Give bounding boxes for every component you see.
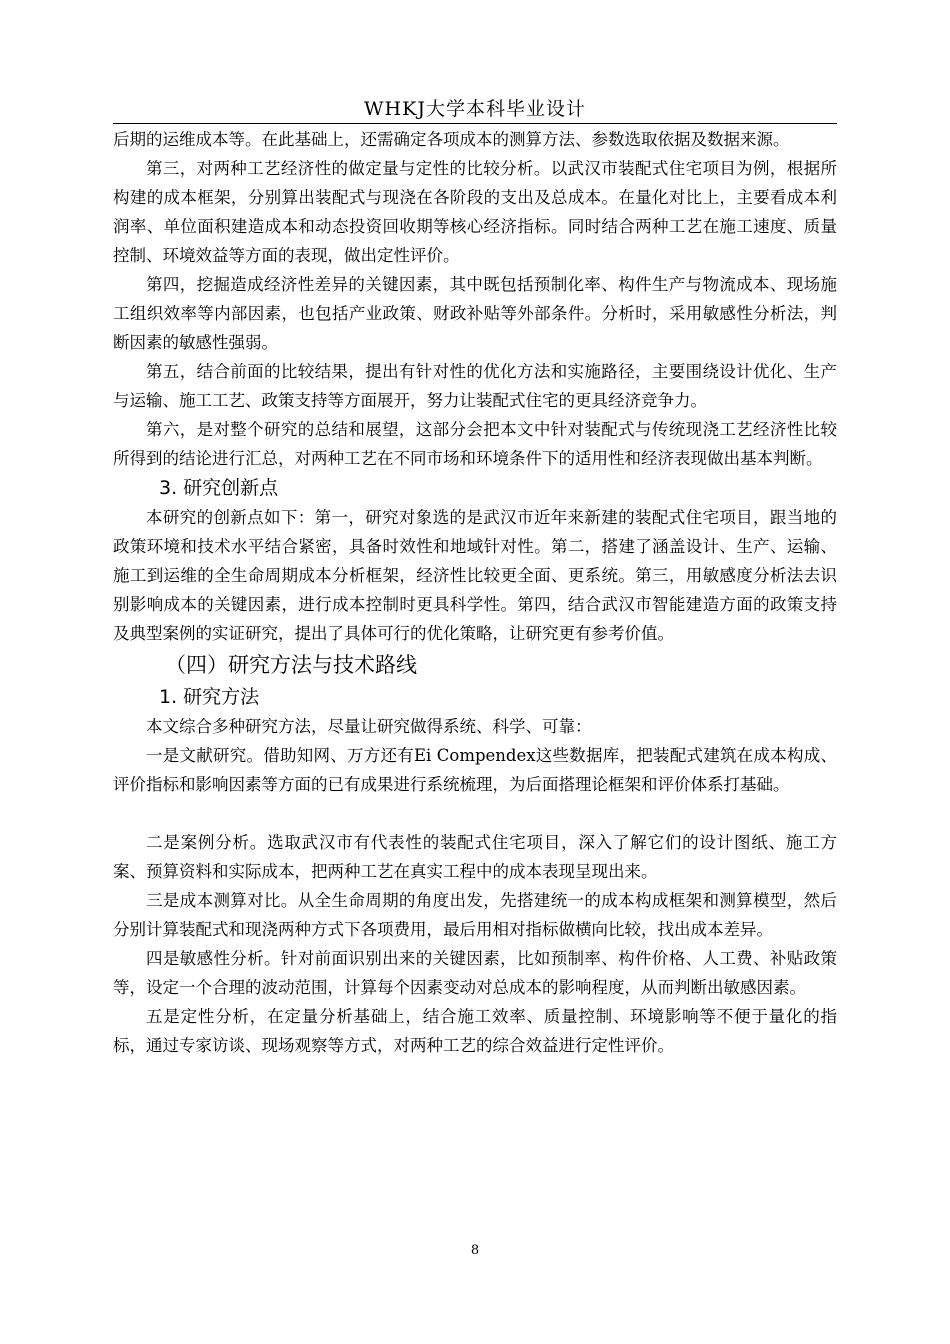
heading-methods-route: （四）研究方法与技术路线	[165, 653, 417, 677]
heading-innovation: 3. 研究创新点	[159, 477, 279, 499]
paragraph-innovation: 本研究的创新点如下：第一，研究对象选的是武汉市近年来新建的装配式住宅项目，跟当地的政策环境和技术水平结合紧密，具备时效性和地域针对性。第二，搭建了涵盖设计、生产、运输、施工到运维的全生命周期成本分析框架，经济性比较更全面、更系统。第三，用敏感度分析法去识别影响成本的关键因素，进行成本控制时更具科学性。第四，结合武汉市智能建造方面的政策支持及典型案例的实证研究，提出了具体可行的优化策略，让研究更有参考价值。	[113, 508, 837, 643]
paragraph-literature: 一是文献研究。借助知网、万方还有Ei Compendex这些数据库，把装配式建筑在成本构成、评价指标和影响因素等方面的已有成果进行系统梳理，为后面搭理论框架和评价体系打基础。	[113, 746, 837, 794]
running-header: WHKJ大学本科毕业设计	[364, 98, 586, 120]
blank-line	[113, 799, 837, 828]
paragraph-sixth: 第六，是对整个研究的总结和展望，这部分会把本文中针对装配式与传统现浇工艺经济性比较所得到的结论进行汇总，对两种工艺在不同市场和环境条件下的适用性和经济表现做出基本判断。	[113, 420, 837, 468]
paragraph-fifth: 第五，结合前面的比较结果，提出有针对性的优化方法和实施路径，主要围绕设计优化、生产与运输、施工工艺、政策支持等方面展开，努力让装配式住宅的更具经济竞争力。	[113, 362, 837, 410]
paragraph-sensitivity: 四是敏感性分析。针对前面识别出来的关键因素，比如预制率、构件价格、人工费、补贴政策等，设定一个合理的波动范围，计算每个因素变动对总成本的影响程度，从而判断出敏感因素。	[113, 949, 837, 997]
paragraph-case-analysis: 二是案例分析。选取武汉市有代表性的装配式住宅项目，深入了解它们的设计图纸、施工方案、预算资料和实际成本，把两种工艺在真实工程中的成本表现呈现出来。	[113, 833, 837, 881]
paragraph-third: 第三，对两种工艺经济性的做定量与定性的比较分析。以武汉市装配式住宅项目为例，根据所构建的成本框架，分别算出装配式与现浇在各阶段的支出及总成本。在量化对比上，主要看成本利润率、单位面积建造成本和动态投资回收期等核心经济指标。同时结合两种工艺在施工速度、质量控制、环境效益等方面的表现，做出定性评价。	[113, 159, 837, 265]
page-number: 8	[470, 1243, 480, 1258]
header-rule	[113, 123, 837, 124]
paragraph-fourth: 第四，挖掘造成经济性差异的关键因素，其中既包括预制化率、构件生产与物流成本、现场施工组织效率等内部因素，也包括产业政策、财政补贴等外部条件。分析时，采用敏感性分析法，判断因素的敏感性强弱。	[113, 275, 837, 352]
heading-methods: 1. 研究方法	[159, 686, 260, 708]
paragraph-continuation: 后期的运维成本等。在此基础上，还需确定各项成本的测算方法、参数选取依据及数据来源。	[113, 130, 790, 149]
paragraph-qualitative: 五是定性分析，在定量分析基础上，结合施工效率、质量控制、环境影响等不便于量化的指标，通过专家访谈、现场观察等方式，对两种工艺的综合效益进行定性评价。	[113, 1007, 837, 1055]
paragraph-methods-intro: 本文综合多种研究方法，尽量让研究做得系统、科学、可靠：	[146, 717, 592, 736]
paragraph-cost-comparison: 三是成本测算对比。从全生命周期的角度出发，先搭建统一的成本构成框架和测算模型，然后分别计算装配式和现浇两种方式下各项费用，最后用相对指标做横向比较，找出成本差异。	[113, 891, 837, 939]
document-body	[113, 125, 837, 1060]
